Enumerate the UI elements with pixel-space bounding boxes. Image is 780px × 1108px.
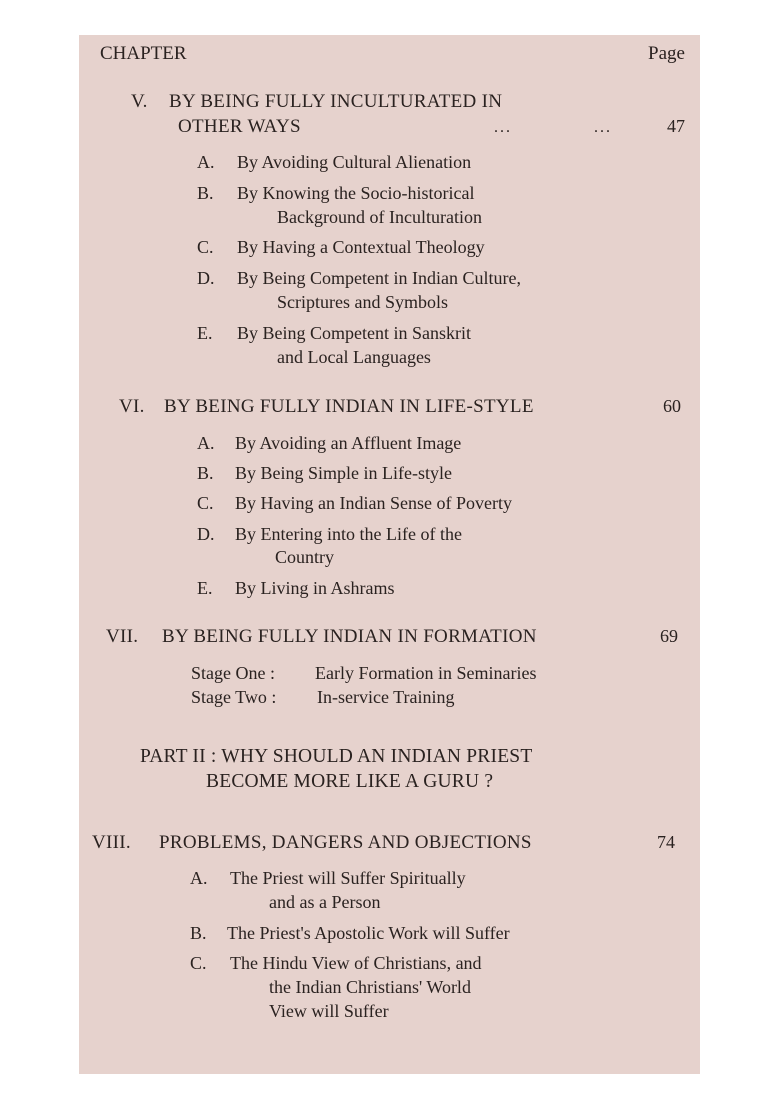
chapter-vi-item-e-text: By Living in Ashrams xyxy=(235,578,395,598)
chapter-v-item-b-text-2: Background of Inculturation xyxy=(277,207,482,227)
chapter-vii-title: BY BEING FULLY INDIAN IN FORMATION xyxy=(162,626,537,647)
chapter-vi-item-c-letter: C. xyxy=(197,493,214,513)
chapter-vi-item-b-text: By Being Simple in Life-style xyxy=(235,463,452,483)
page-column-label: Page xyxy=(648,43,685,64)
chapter-v-item-a-text: By Avoiding Cultural Alienation xyxy=(237,152,472,172)
chapter-viii-numeral: VIII. xyxy=(92,832,131,853)
book-page xyxy=(79,35,700,1074)
chapter-v-page-number: 47 xyxy=(667,116,685,136)
chapter-vii-stage-one-label: Stage One : xyxy=(191,663,275,683)
chapter-vi-item-c-text: By Having an Indian Sense of Poverty xyxy=(235,493,512,513)
chapter-v-item-b-letter: B. xyxy=(197,183,214,203)
chapter-vi-numeral: VI. xyxy=(119,396,145,417)
chapter-vii-page-number: 69 xyxy=(660,626,678,646)
chapter-vii-numeral: VII. xyxy=(106,626,139,647)
chapter-v-item-a-letter: A. xyxy=(197,152,215,172)
chapter-v-numeral: V. xyxy=(131,91,148,112)
chapter-v-leader-2: ... xyxy=(594,119,612,136)
chapter-viii-item-b-text: The Priest's Apostolic Work will Suffer xyxy=(227,923,510,943)
chapter-v-item-d-text-1: By Being Competent in Indian Culture, xyxy=(237,268,521,288)
part-ii-heading-line2: BECOME MORE LIKE A GURU ? xyxy=(206,771,494,792)
chapter-v-title-line1: BY BEING FULLY INCULTURATED IN xyxy=(169,91,503,112)
chapter-v-item-e-text-2: and Local Languages xyxy=(277,347,431,367)
chapter-viii-item-a-text-2: and as a Person xyxy=(269,892,381,912)
chapter-viii-item-a-letter: A. xyxy=(190,868,208,888)
chapter-vi-item-e-letter: E. xyxy=(197,578,213,598)
chapter-v-item-c-letter: C. xyxy=(197,237,214,257)
chapter-v-item-d-text-2: Scriptures and Symbols xyxy=(277,292,448,312)
chapter-viii-title: PROBLEMS, DANGERS AND OBJECTIONS xyxy=(159,832,532,853)
chapter-vi-title: BY BEING FULLY INDIAN IN LIFE-STYLE xyxy=(164,396,534,417)
chapter-vi-item-b-letter: B. xyxy=(197,463,214,483)
chapter-vi-item-d-letter: D. xyxy=(197,524,215,544)
chapter-viii-item-a-text-1: The Priest will Suffer Spiritually xyxy=(230,868,466,888)
chapter-v-item-b-text-1: By Knowing the Socio-historical xyxy=(237,183,475,203)
chapter-vi-page-number: 60 xyxy=(663,396,681,416)
chapter-v-item-e-letter: E. xyxy=(197,323,213,343)
chapter-viii-item-c-text-1: The Hindu View of Christians, and xyxy=(230,953,482,973)
chapter-column-label: CHAPTER xyxy=(100,43,187,64)
chapter-v-leader-1: ... xyxy=(494,119,512,136)
chapter-vi-item-d-text-2: Country xyxy=(275,547,335,567)
chapter-vi-item-a-letter: A. xyxy=(197,433,215,453)
chapter-viii-item-b-letter: B. xyxy=(190,923,207,943)
chapter-v-title-line2: OTHER WAYS xyxy=(178,116,301,137)
chapter-v-item-e-text-1: By Being Competent in Sanskrit xyxy=(237,323,471,343)
chapter-viii-item-c-text-2: the Indian Christians' World xyxy=(269,977,471,997)
chapter-vii-stage-one-text: Early Formation in Seminaries xyxy=(315,663,537,683)
chapter-vi-item-a-text: By Avoiding an Affluent Image xyxy=(235,433,462,453)
chapter-v-item-c-text: By Having a Contextual Theology xyxy=(237,237,485,257)
chapter-viii-item-c-letter: C. xyxy=(190,953,207,973)
chapter-viii-page-number: 74 xyxy=(657,832,675,852)
chapter-vii-stage-two-text: In-service Training xyxy=(317,687,455,707)
chapter-v-item-d-letter: D. xyxy=(197,268,215,288)
chapter-vii-stage-two-label: Stage Two : xyxy=(191,687,277,707)
chapter-vi-item-d-text-1: By Entering into the Life of the xyxy=(235,524,462,544)
chapter-viii-item-c-text-3: View will Suffer xyxy=(269,1001,389,1021)
part-ii-heading-line1: PART II : WHY SHOULD AN INDIAN PRIEST xyxy=(140,746,533,767)
